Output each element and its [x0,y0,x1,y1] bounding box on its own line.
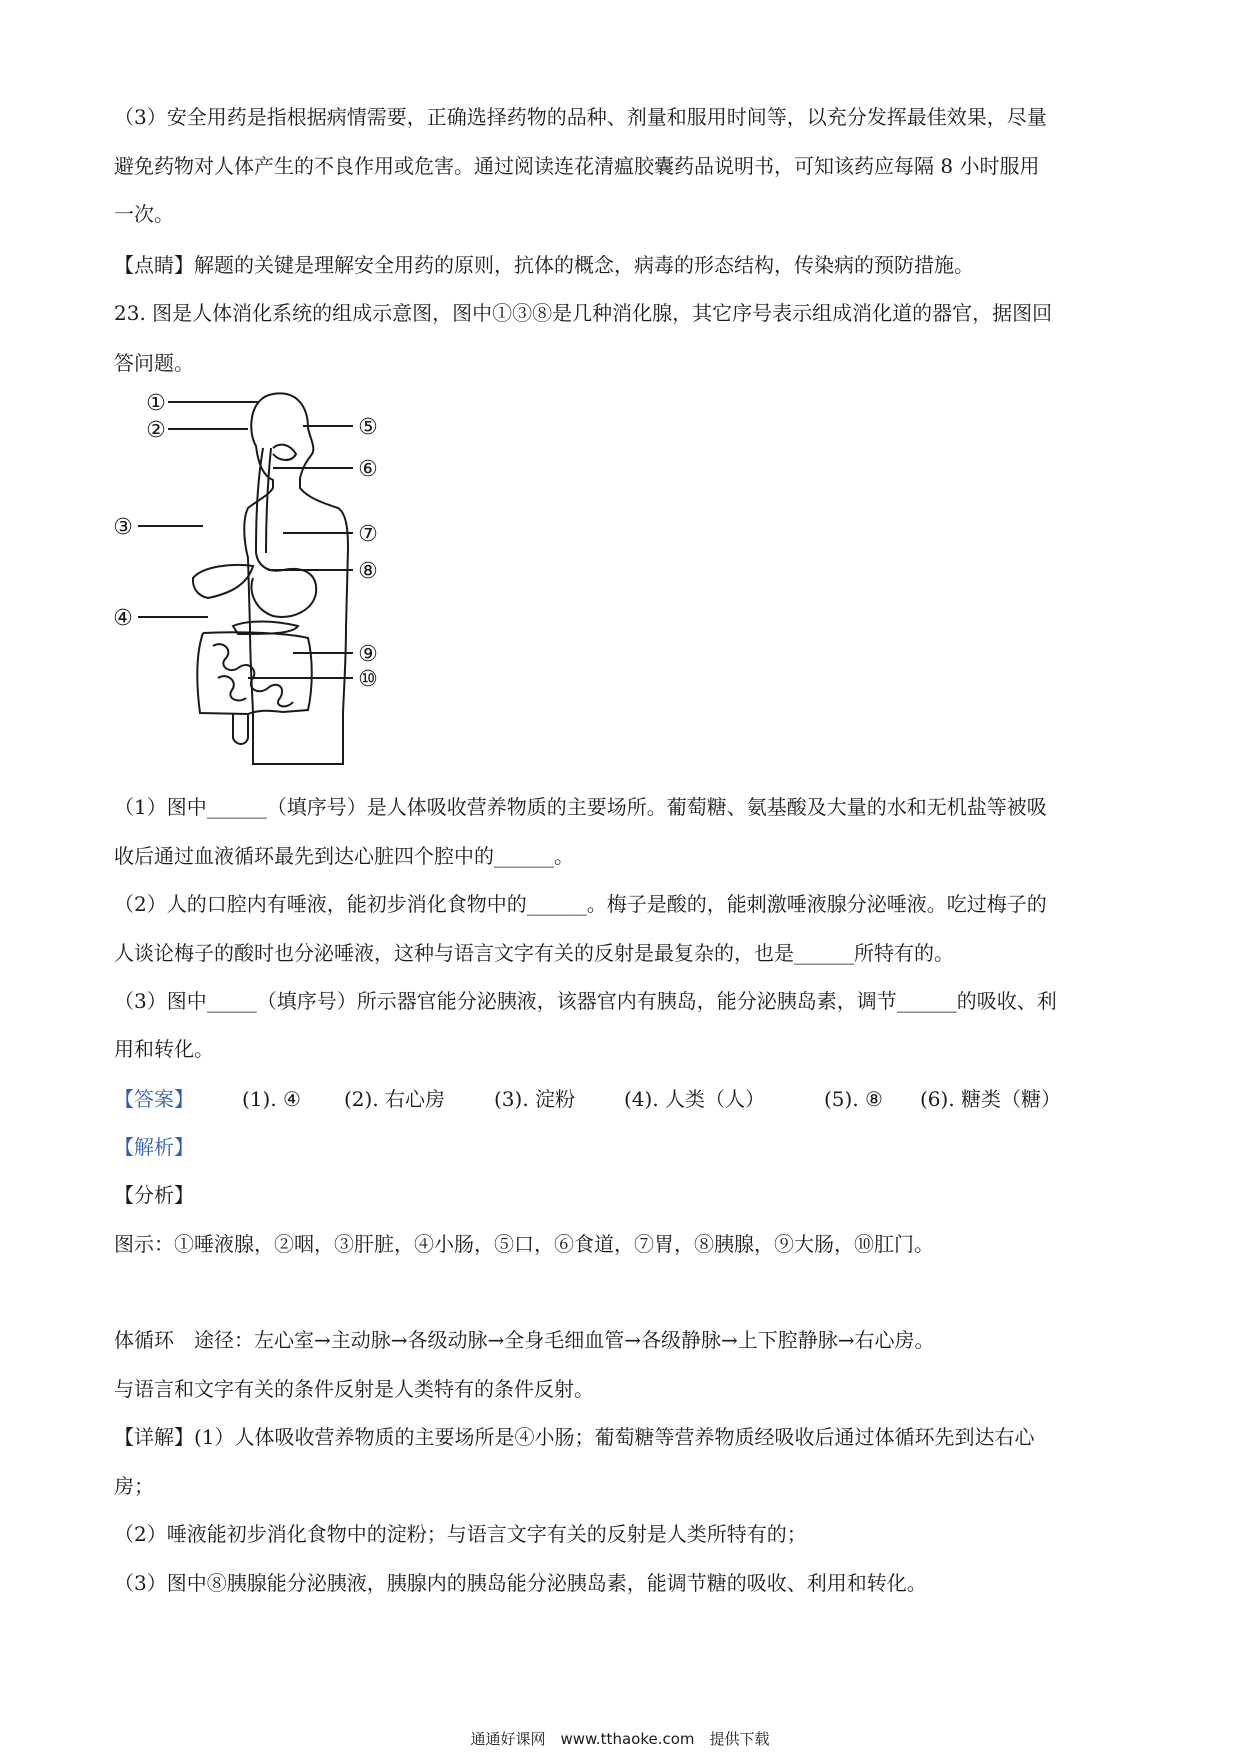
tixunhuan-line: 体循环 途径：左心室→主动脉→各级动脉→全身毛细血管→各级静脉→上下腔静脉→右心房。 [114,1328,935,1352]
question-23-line1: 23. 图是人体消化系统的组成示意图，图中①③⑧是几种消化腺，其它序号表示组成消化道的器官，据图回 [114,301,1053,325]
para3-line1: （3）安全用药是指根据病情需要，正确选择药物的品种、剂量和服用时间等，以充分发挥最佳效果，尽量 [114,105,1047,129]
answer-item-2: (2). 右心房 [344,1087,446,1111]
answer-row [114,1085,1061,1113]
esophagus [256,448,271,553]
diagram-label-10: ⑩ [358,667,378,692]
digestive-system-diagram [108,388,408,773]
diagram-label-6: ⑥ [358,457,378,482]
subq1-line1: （1）图中______（填序号）是人体吸收营养物质的主要场所。葡萄糖、氨基酸及大量的水和无机盐等被吸 [114,795,1047,819]
xiangjie-line2: 房； [114,1474,154,1498]
xiangjie-line1: 【详解】(1）人体吸收营养物质的主要场所是④小肠；葡萄糖等营养物质经吸收后通过体循环先到达右心 [114,1425,1035,1449]
answer-item-5: (5). ⑧ [824,1087,883,1111]
para3-line2: 避免药物对人体产生的不良作用或危害。通过阅读连花清瘟胶囊药品说明书，可知该药应每隔 8 小时服用 [114,154,1040,178]
tushi-line: 图示：①唾液腺，②咽，③肝脏，④小肠，⑤口，⑥食道，⑦胃，⑧胰腺，⑨大肠，⑩肛门。 [114,1232,934,1256]
body-outline [244,393,348,764]
stomach [252,553,317,617]
diagram-label-2: ② [146,418,166,443]
fenxi-heading: 【分析】 [114,1183,194,1207]
dianjing-note: 【点睛】解题的关键是理解安全用药的原则，抗体的概念，病毒的形态结构，传染病的预防措施。 [114,253,974,277]
subq3-line2: 用和转化。 [114,1037,214,1061]
subq3-line1: （3）图中_____（填序号）所示器官能分泌胰液，该器官内有胰岛，能分泌胰岛素，调节______的吸收、利 [114,989,1057,1013]
diagram-label-3: ③ [113,515,133,540]
answer-item-6: (6). 糖类（糖） [920,1087,1062,1111]
subq2-line1: （2）人的口腔内有唾液，能初步消化食物中的______。梅子是酸的，能刺激唾液腺分泌唾液。吃过梅子的 [114,892,1047,916]
subq1-line2: 收后通过血液循环最先到达心脏四个腔中的______。 [114,844,574,868]
jiexi-heading: 【解析】 [114,1135,194,1159]
question-23-line2: 答问题。 [114,351,194,375]
answer-label: 【答案】 [114,1087,194,1111]
answer-item-1: (1). ④ [242,1087,301,1111]
diagram-label-1: ① [146,391,166,416]
xiangjie-line3: （2）唾液能初步消化食物中的淀粉；与语言文字有关的反射是人类所特有的； [114,1522,807,1546]
answer-item-3: (3). 淀粉 [494,1087,576,1111]
liver [193,565,253,598]
diagram-label-9: ⑨ [358,642,378,667]
xiangjie-line4: （3）图中⑧胰腺能分泌胰液，胰腺内的胰岛能分泌胰岛素，能调节糖的吸收、利用和转化。 [114,1571,927,1595]
diagram-label-4: ④ [113,606,133,631]
mouth [273,445,296,460]
diagram-label-7: ⑦ [358,522,378,547]
diagram-label-8: ⑧ [358,559,378,584]
diagram-label-5: ⑤ [358,415,378,440]
fanshe-line: 与语言和文字有关的条件反射是人类特有的条件反射。 [114,1377,594,1401]
footer-source: 通通好课网 www.tthaoke.com 提供下载 [470,1730,770,1748]
para3-line3: 一次。 [114,202,174,226]
anus [233,714,248,744]
subq2-line2: 人谈论梅子的酸时也分泌唾液，这种与语言文字有关的反射是最复杂的，也是______所特有的。 [114,941,954,965]
answer-item-4: (4). 人类（人） [624,1087,766,1111]
